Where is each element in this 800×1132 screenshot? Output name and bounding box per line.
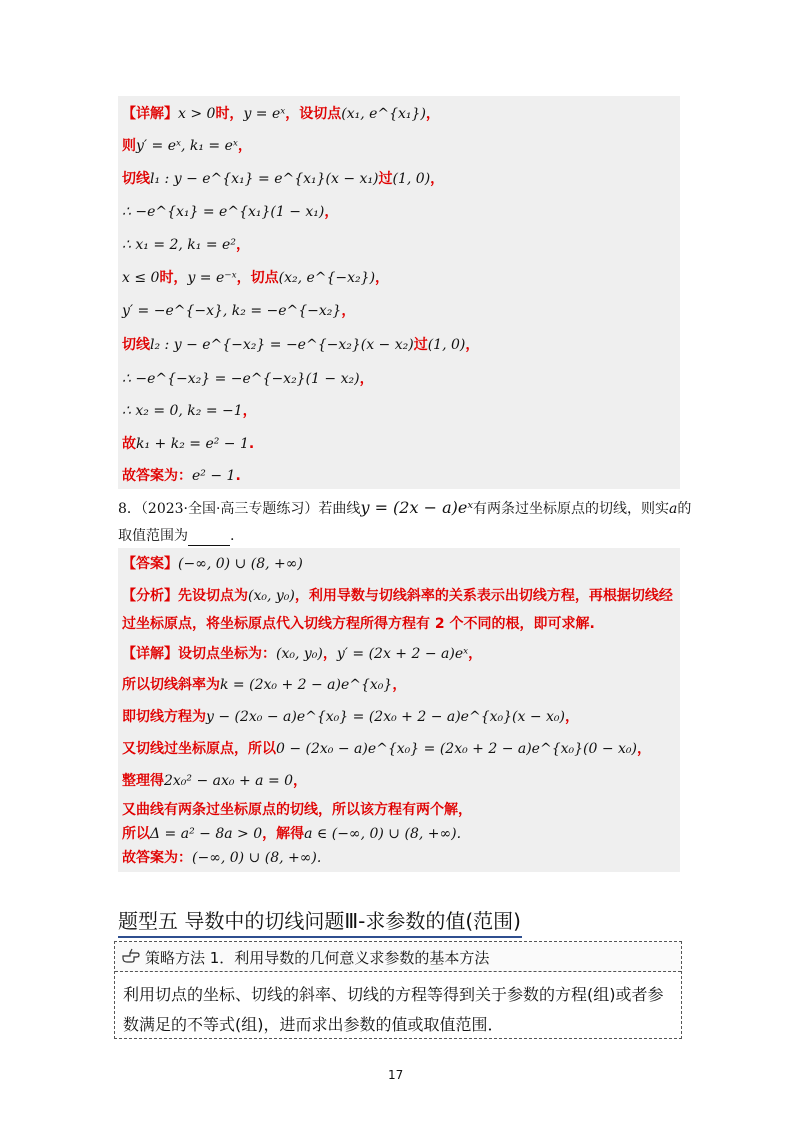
solution-block-2 [118, 548, 680, 872]
final-answer-line: 故答案为：(−∞, 0) ∪ (8, +∞). [122, 850, 322, 866]
title-underline [118, 936, 522, 938]
solution-line: 所以Δ = a² − 8a > 0，解得a ∈ (−∞, 0) ∪ (8, +∞). [122, 826, 462, 842]
solution-line: ∴ −e^{x₁} = e^{x₁}(1 − x₁)， [122, 204, 339, 220]
solution-line: 则y′ = eˣ, k₁ = eˣ， [122, 138, 252, 154]
strategy-text-line-1: 利用切点的坐标、切线的斜率、切线的方程等得到关于参数的方程(组)或者参 [123, 985, 664, 1004]
solution-line: 【详解】设切点坐标为：(x₀, y₀)，y′ = (2x + 2 − a)eˣ， [122, 646, 483, 662]
solution-line: ∴ x₂ = 0, k₂ = −1， [122, 403, 257, 419]
section-title: 题型五 导数中的切线问题Ⅲ-求参数的值(范围) [118, 909, 521, 933]
strategy-box [114, 941, 682, 1039]
strategy-text-line-2: 数满足的不等式(组)，进而求出参数的值或取值范围． [123, 1015, 504, 1034]
solution-line: 又曲线有两条过坐标原点的切线，所以该方程有两个解， [122, 802, 472, 818]
solution-line: y′ = −e^{−x}, k₂ = −e^{−x₂}， [122, 303, 356, 319]
analysis-line: 过坐标原点，将坐标原点代入切线方程所得方程有 2 个不同的根，即可求解. [122, 616, 595, 632]
solution-line: x ≤ 0时，y = e⁻ˣ，切点(x₂, e^{−x₂})， [122, 270, 390, 286]
solution-line: 整理得2x₀² − ax₀ + a = 0， [122, 773, 308, 789]
analysis-line: 【分析】先设切点为(x₀, y₀)，利用导数与切线斜率的关系表示出切线方程，再根据切线经 [122, 588, 673, 604]
question-8-line-2: 取值范围为 . [118, 528, 235, 544]
solution-block-1 [118, 96, 680, 489]
solution-line: 即切线方程为y − (2x₀ − a)e^{x₀} = (2x₀ + 2 − a)e^{x₀}(x − x₀)， [122, 709, 579, 725]
solution-line: 【详解】x > 0时，y = eˣ，设切点(x₁, e^{x₁})， [122, 106, 440, 122]
answer-blank[interactable] [188, 531, 230, 546]
strategy-header [115, 942, 681, 972]
solution-line: 切线l₁ : y − e^{x₁} = e^{x₁}(x − x₁)过(1, 0)， [122, 171, 445, 187]
solution-line: ∴ x₁ = 2, k₁ = e²， [122, 237, 250, 253]
solution-line: 切线l₂ : y − e^{−x₂} = −e^{−x₂}(x − x₂)过(1, 0)， [122, 337, 480, 353]
solution-line: 故k₁ + k₂ = e² − 1. [122, 436, 255, 452]
pointing-hand-icon [121, 946, 141, 966]
final-answer-line: 故答案为：e² − 1. [122, 468, 241, 484]
answer-line: 【答案】(−∞, 0) ∪ (8, +∞) [122, 556, 303, 572]
question-8-line-1: 8．（2023·全国·高三专题练习）若曲线y = (2x − a)eˣ有两条过坐标原点的切线，则实a的 [118, 498, 692, 517]
solution-line: 又切线过坐标原点，所以0 − (2x₀ − a)e^{x₀} = (2x₀ + 2 − a)e^{x₀}(0 − x₀)， [122, 741, 651, 757]
solution-line: 所以切线斜率为k = (2x₀ + 2 − a)e^{x₀}， [122, 677, 407, 693]
page-number: 17 [388, 1068, 404, 1082]
strategy-heading: 策略方法 1．利用导数的几何意义求参数的基本方法 [145, 949, 490, 967]
solution-line: ∴ −e^{−x₂} = −e^{−x₂}(1 − x₂)， [122, 371, 374, 387]
